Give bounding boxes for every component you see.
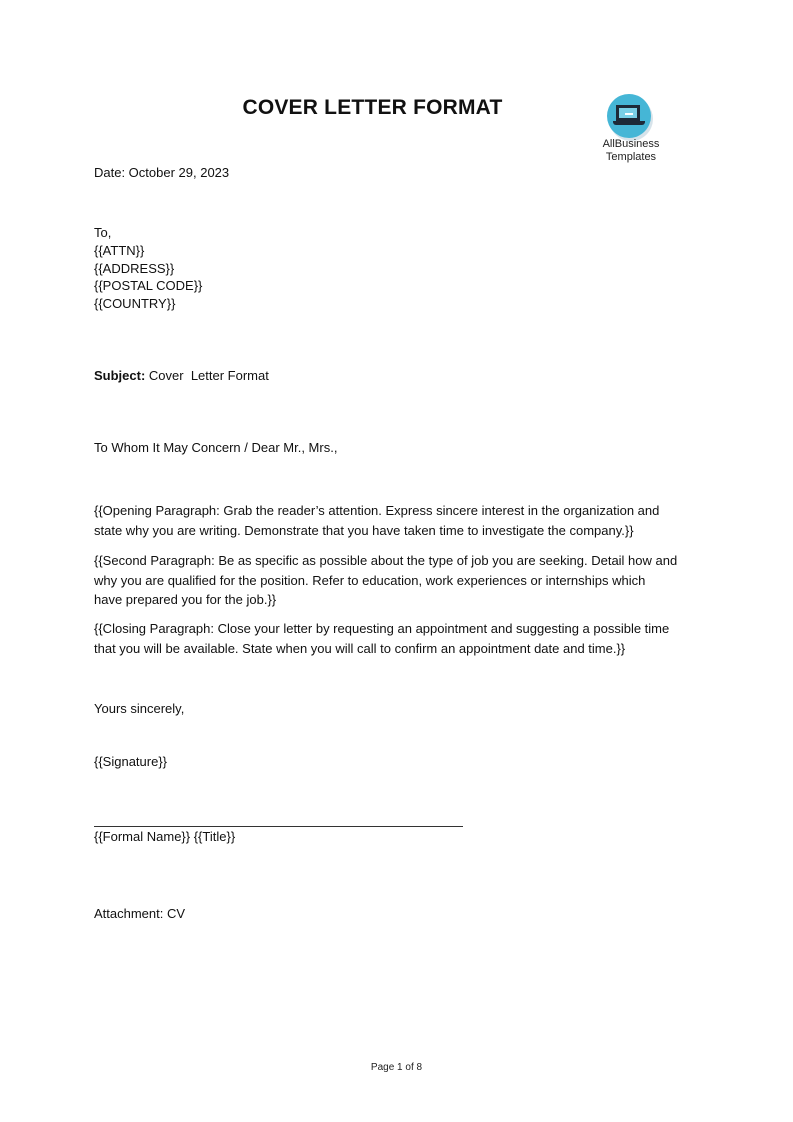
logo-text-line1: AllBusiness xyxy=(602,138,660,150)
second-paragraph-line: why you are qualified for the position. Refer to education, work experiences or internships which xyxy=(94,572,646,588)
date-line: Date: October 29, 2023 xyxy=(94,165,230,180)
opening-paragraph-line: state why you are writing. Demonstrate that you have taken time to investigate the company.}} xyxy=(94,522,634,538)
subject-label: Subject: xyxy=(94,368,146,383)
second-paragraph-line: {{Second Paragraph: Be as specific as possible about the type of job you are seeking. Detail how and xyxy=(94,553,678,568)
logo-text xyxy=(592,138,670,164)
address-postal-code: {{POSTAL CODE}} xyxy=(94,278,203,293)
second-paragraph xyxy=(94,551,704,610)
salutation: To Whom It May Concern / Dear Mr., Mrs., xyxy=(94,440,338,455)
second-paragraph-line: have prepared you for the job.}} xyxy=(94,592,277,607)
subject-line xyxy=(94,367,269,385)
laptop-icon xyxy=(607,94,651,138)
address-to: To, xyxy=(94,225,112,240)
address-attn: {{ATTN}} xyxy=(94,243,145,258)
opening-paragraph-line: {{Opening Paragraph: Grab the reader’s attention. Express sincere interest in the organization and xyxy=(94,503,660,518)
address-address: {{ADDRESS}} xyxy=(94,261,175,276)
page-footer: Page 1 of 8 xyxy=(370,1062,423,1073)
closing-phrase: Yours sincerely, xyxy=(94,701,185,716)
closing-paragraph xyxy=(94,619,704,658)
closing-paragraph-line: that you will be available. State when you will call to confirm an appointment date and time.}} xyxy=(94,640,626,656)
opening-paragraph xyxy=(94,501,704,540)
allbusiness-templates-logo xyxy=(592,92,670,166)
address-country: {{COUNTRY}} xyxy=(94,296,176,311)
closing-paragraph-line: {{Closing Paragraph: Close your letter by requesting an appointment and suggesting a possible time xyxy=(94,621,670,636)
formal-name-title: {{Formal Name}} {{Title}} xyxy=(94,829,236,844)
attachment-line: Attachment: CV xyxy=(94,906,186,921)
signature-line xyxy=(94,826,463,827)
signature-placeholder: {{Signature}} xyxy=(94,754,168,769)
logo-text-line2: Templates xyxy=(605,151,657,163)
subject-value: Cover Letter Format xyxy=(148,368,269,383)
page-title: COVER LETTER FORMAT xyxy=(242,96,503,119)
